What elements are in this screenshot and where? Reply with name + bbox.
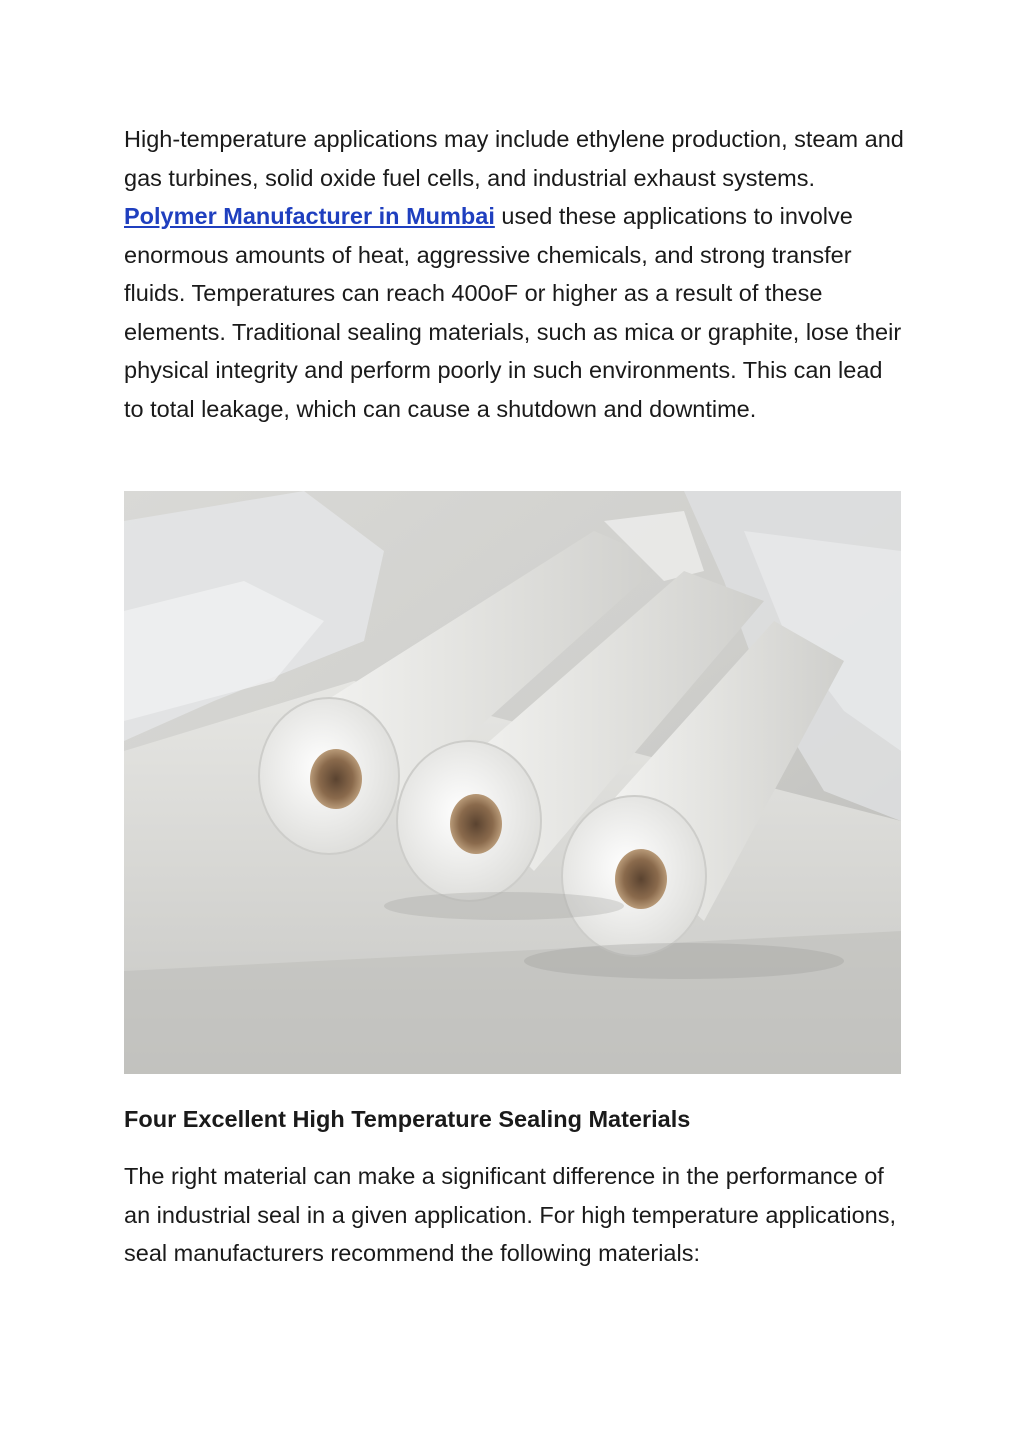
intro-text-before-link: High-temperature applications may include ethylene production, steam and gas turbines, solid oxide fuel cells, and industrial exhaust systems.	[124, 126, 904, 191]
section-heading: Four Excellent High Temperature Sealing Materials	[124, 1106, 691, 1132]
section-paragraph: The right material can make a significant difference in the performance of an industrial seal in a given application. For high temperature applications, seal manufacturers recommend the following materials:	[124, 1163, 897, 1266]
polymer-film-rolls-photo	[124, 491, 901, 1074]
intro-text-after-link: used these applications to involve enormous amounts of heat, aggressive chemicals, and strong transfer fluids. Temperatures can reach 400oF or higher as a result of these elements. Traditional sealing materials, such as mica or graphite, lose their physical integrity and perform poorly in such environments. This can lead to total leakage, which can cause a shutdown and downtime.	[124, 203, 902, 422]
polymer-manufacturer-link[interactable]: Polymer Manufacturer in Mumbai	[124, 203, 495, 229]
intro-paragraph	[124, 120, 904, 428]
intro-block	[124, 120, 904, 428]
